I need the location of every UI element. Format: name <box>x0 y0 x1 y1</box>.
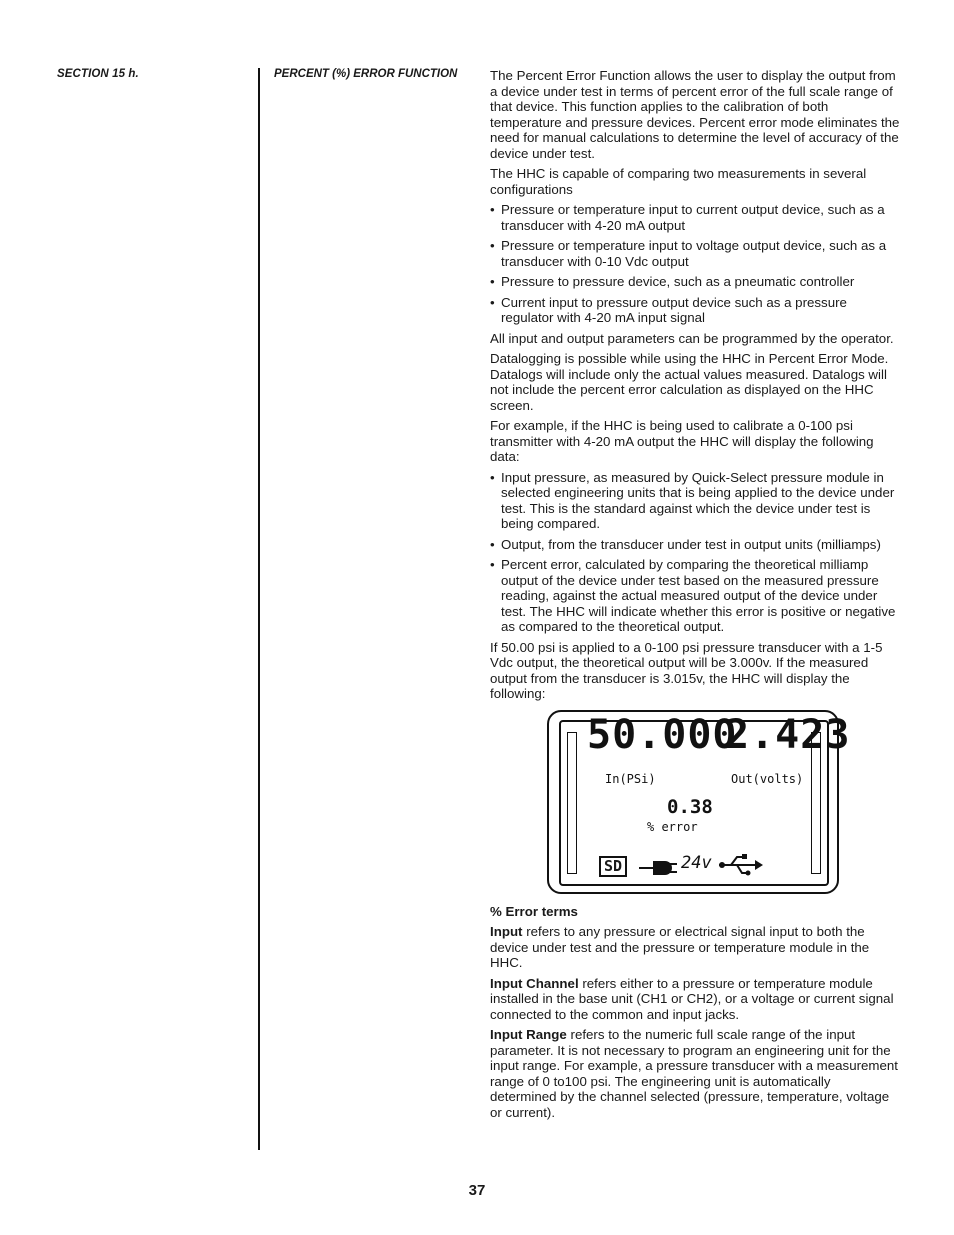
bullet-icon: • <box>490 238 495 253</box>
lcd-output-label: Out(volts) <box>731 771 804 786</box>
bullet-icon: • <box>490 202 495 217</box>
usb-icon <box>717 852 763 878</box>
list-item: • Pressure or temperature input to current output device, such as a transducer with 4-20 mA output <box>490 202 885 233</box>
bullet-icon: • <box>490 274 495 289</box>
section-label: SECTION 15 h. <box>57 68 139 80</box>
list-item: • Pressure or temperature input to voltage output device, such as a transducer with 0-10 Vdc output <box>490 238 887 269</box>
main-content <box>490 68 900 1125</box>
display-list <box>490 470 900 635</box>
sd-card-icon: SD <box>599 856 627 877</box>
term-name: Input Channel <box>490 975 579 991</box>
list-item: • Input pressure, as measured by Quick-Select pressure module in selected engineering units that is being applied to the device under test. This is the standard against which the device under test is being compared. <box>490 469 895 531</box>
lcd-error-label: % error <box>647 819 698 834</box>
body-paragraph: All input and output parameters can be programmed by the operator. <box>490 330 894 346</box>
config-list <box>490 202 900 326</box>
body-paragraph: For example, if the HHC is being used to calibrate a 0-100 psi transmitter with 4-20 mA output the HHC will display the following data: <box>490 418 874 464</box>
lcd-left-bargraph <box>567 732 577 874</box>
list-item: • Pressure to pressure device, such as a pneumatic controller <box>490 274 855 289</box>
intro-paragraph-1: The Percent Error Function allows the user to display the output from a device under test in terms of percent error of the full scale range of that device. This function applies to the calibration of both temperature and pressure devices. Percent error mode eliminates the need for manual calculations to determine the level of accuracy of the device under test. <box>490 68 900 161</box>
bullet-icon: • <box>490 469 495 485</box>
body-paragraph: Datalogging is possible while using the HHC in Percent Error Mode. Datalogs will include only the actual values measured. Datalogs will not include the percent error calculation as displayed on the HHC screen. <box>490 351 889 413</box>
power-plug-icon <box>639 858 679 878</box>
lcd-input-label: In(PSi) <box>605 771 656 786</box>
term-paragraph <box>490 1027 900 1120</box>
bullet-icon: • <box>490 294 495 310</box>
example-paragraph: If 50.00 psi is applied to a 0-100 psi pressure transducer with a 1-5 Vdc output, the theoretical output will be 3.000v. If the measured output from the transducer is 3.015v, the HHC will display the following: <box>490 639 883 701</box>
intro-paragraph-2: The HHC is capable of comparing two measurements in several configurations <box>490 166 867 197</box>
term-paragraph <box>490 976 900 1023</box>
lcd-error-value: 0.38 <box>667 795 713 818</box>
term-definition: refers to the numeric full scale range of the input parameter. It is not necessary to program an engineering unit for the input range. For example, a pressure transducer with a measurement range of 0 to100 psi. The engineering unit is automatically determined by the channel selected (pressure, temperature, voltage or current). <box>490 1027 898 1120</box>
function-title: PERCENT (%) ERROR FUNCTION <box>274 68 458 80</box>
lcd-output-value: 2.423 <box>725 711 851 758</box>
bullet-icon: • <box>490 536 495 552</box>
lcd-input-value: 50.000 <box>587 711 738 758</box>
term-definition: refers to any pressure or electrical signal input to both the device under test and the pressure or temperature module in the HHC. <box>490 924 870 970</box>
term-paragraph <box>490 924 900 971</box>
term-name: Input Range <box>490 1027 567 1042</box>
vertical-divider <box>258 68 260 1150</box>
term-name: Input <box>490 924 523 939</box>
list-item: • Current input to pressure output device such as a pressure regulator with 4-20 mA input signal <box>490 294 847 325</box>
list-item: • Percent error, calculated by comparing the theoretical milliamp output of the device under test based on the measured pressure reading, against the actual measured output of the device under test. The HHC will indicate whether this error is positive or negative as compared to the theoretical output. <box>490 557 896 634</box>
list-item: • Output, from the transducer under test in output units (milliamps) <box>490 536 881 552</box>
term-definition: refers either to a pressure or temperature module installed in the base unit (CH1 or CH2), or a voltage or current signal connected to the common and input jacks. <box>490 975 894 1022</box>
lcd-voltage-label: 24v <box>681 852 712 873</box>
lcd-screen <box>559 711 851 886</box>
lcd-display-illustration <box>547 710 851 894</box>
lcd-bezel <box>547 710 851 894</box>
bullet-icon: • <box>490 557 495 572</box>
terms-heading: % Error terms <box>490 903 578 919</box>
page-number: 37 <box>468 1182 486 1199</box>
